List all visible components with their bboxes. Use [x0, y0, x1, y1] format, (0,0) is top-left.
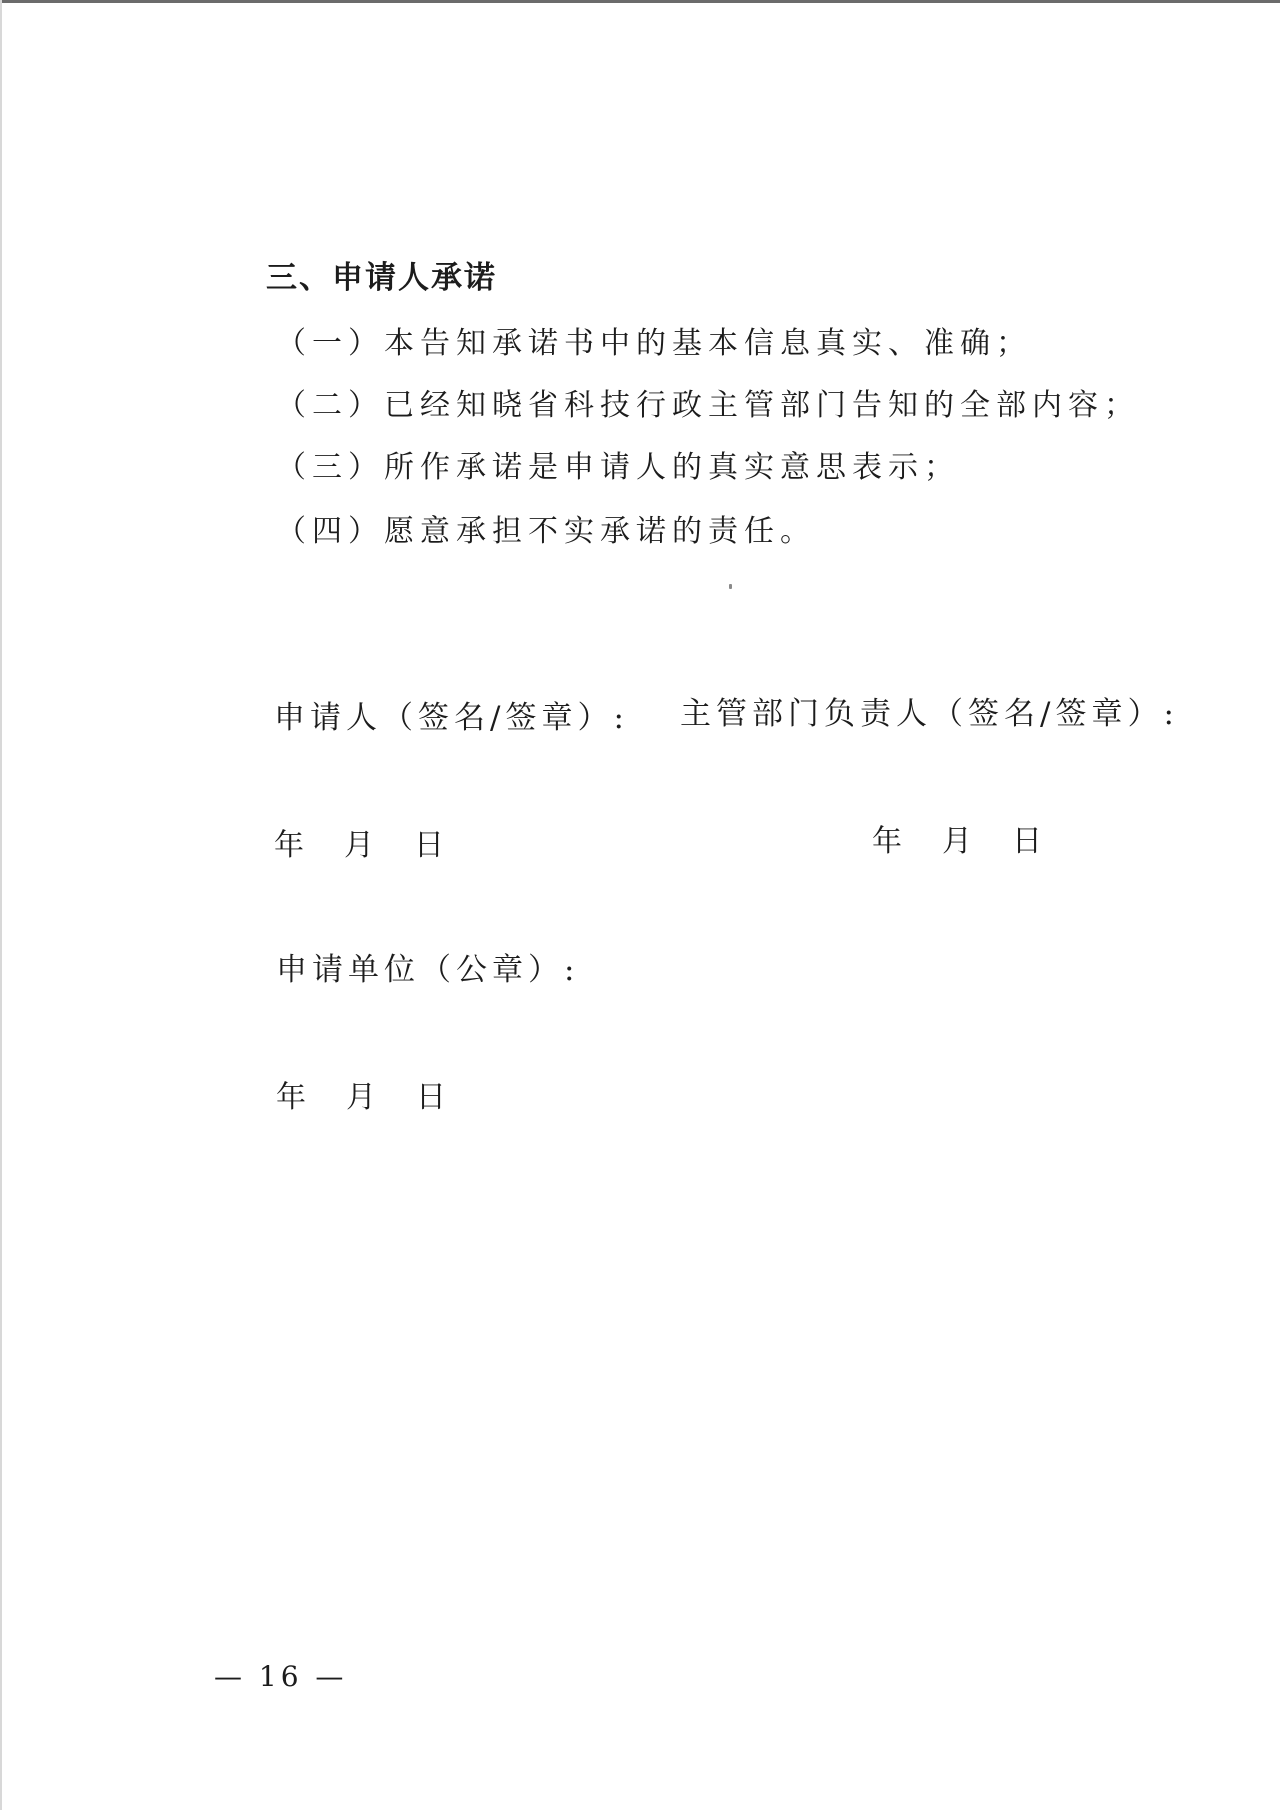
dept-head-signature-label: 主管部门负责人（签名/签章）:	[680, 696, 1179, 732]
date-year-label: 年	[872, 824, 902, 859]
page-left-edge	[0, 0, 2, 1810]
commitment-item-4: （四）愿意承担不实承诺的责任。	[276, 514, 816, 549]
date-day-label: 日	[414, 828, 444, 863]
commitment-item-3: （三）所作承诺是申请人的真实意思表示；	[276, 450, 960, 485]
date-year-label: 年	[276, 1080, 306, 1115]
date-year-label: 年	[274, 828, 304, 863]
commitment-item-1: （一）本告知承诺书中的基本信息真实、准确；	[276, 326, 1032, 361]
unit-date	[276, 1072, 446, 1116]
date-month-label: 月	[346, 1080, 376, 1115]
applicant-date	[274, 820, 444, 864]
date-month-label: 月	[344, 828, 374, 863]
date-day-label: 日	[1012, 824, 1042, 859]
page-top-edge	[0, 0, 1280, 3]
dept-head-date	[872, 816, 1042, 860]
unit-seal-label: 申请单位（公章）:	[276, 952, 580, 988]
applicant-signature-label: 申请人（签名/签章）:	[274, 700, 629, 736]
commitment-item-2: （二）已经知晓省科技行政主管部门告知的全部内容；	[276, 388, 1140, 423]
scan-speck	[729, 584, 732, 589]
page-number: — 16 —	[214, 1660, 348, 1693]
date-month-label: 月	[942, 824, 972, 859]
section-heading: 三、申请人承诺	[266, 260, 497, 296]
date-day-label: 日	[416, 1080, 446, 1115]
